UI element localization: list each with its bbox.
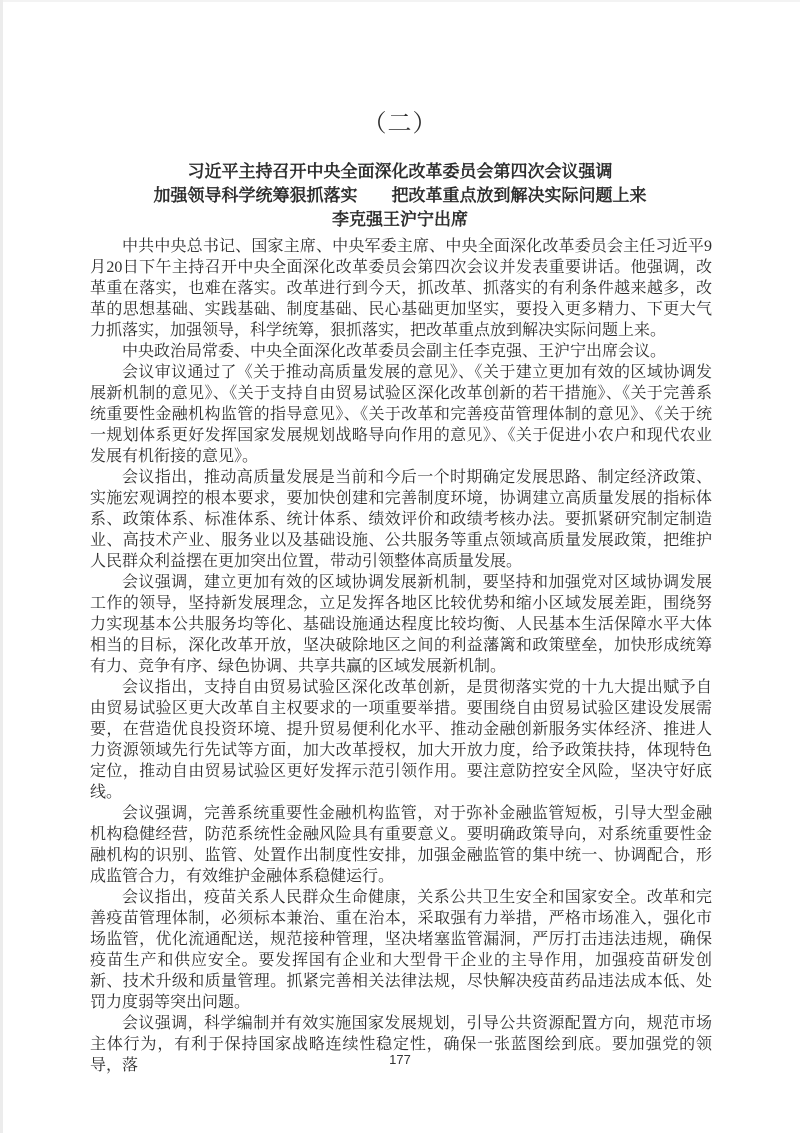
title-line-1: 习近平主持召开中央全面深化改革委员会第四次会议强调 [187, 162, 613, 181]
paragraph-2: 中央政治局常委、中央全面深化改革委员会副主任李克强、王沪宁出席会议。 [122, 343, 667, 360]
paragraph-1: 中共中央总书记、国家主席、中央军委主席、中央全面深化改革委员会主任习近平9月20日下午主持召开中央全面深化改革委员会第四次会议并发表重要讲话。他强调，改革重在落实，也难在落实。改革进行到今天，抓改革、抓落实的有利条件越来越多，改革的思想基础、实践基础、制度基础、民心基础更加坚实，要投入更多精力、下更大气力抓落实，加强领导，科学统筹，狠抓落实，把改革重点放到解决实际问题上来。 [90, 238, 712, 339]
title-line-2: 加强领导科学统筹狠抓落实 把改革重点放到解决实际问题上来 [153, 186, 647, 205]
paragraph-3: 会议审议通过了《关于推动高质量发展的意见》、《关于建立更加有效的区域协调发展新机制的意见》、《关于支持自由贸易试验区深化改革创新的若干措施》、《关于完善系统重要性金融机构监管的指导意见》、《关于改革和完善疫苗管理体制的意见》、《关于统一规划体系更好发挥国家发展规划战略导向作用的意见》、《关于促进小农户和现代农业发展有机衔接的意见》。 [90, 364, 712, 465]
title-line-3: 李克强王沪宁出席 [332, 210, 468, 229]
paragraph-7: 会议强调，完善系统重要性金融机构监管，对于弥补金融监管短板，引导大型金融机构稳健经营，防范系统性金融风险具有重要意义。要明确政策导向，对系统重要性金融机构的识别、监管、处置作出制度性安排，加强金融监管的集中统一、协调配合，形成监管合力，有效维护金融体系稳健运行。 [90, 805, 712, 885]
paragraph-6: 会议指出，支持自由贸易试验区深化改革创新，是贯彻落实党的十九大提出赋予自由贸易试验区更大改革自主权要求的一项重要举措。要围绕自由贸易试验区建设发展需要，在营造优良投资环境、提升贸易便利化水平、推动金融创新服务实体经济、推进人力资源领域先行先试等方面，加大改革授权，加大开放力度，给予政策扶持，体现特色定位，推动自由贸易试验区更好发挥示范引领作用。要注意防控安全风险，坚决守好底线。 [90, 679, 712, 801]
section-heading: （二） [362, 111, 438, 137]
paragraph-9: 会议强调，科学编制并有效实施国家发展规划，引导公共资源配置方向，规范市场主体行为，有利于保持国家战略连续性稳定性，确保一张蓝图绘到底。要加强党的领导，落 [90, 1015, 712, 1074]
paragraph-4: 会议指出，推动高质量发展是当前和今后一个时期确定发展思路、制定经济政策、实施宏观调控的根本要求，要加快创建和完善制度环境，协调建立高质量发展的指标体系、政策体系、标准体系、统计体系、绩效评价和政绩考核办法。要抓紧研究制定制造业、高技术产业、服务业以及基础设施、公共服务等重点领域高质量发展政策，把维护人民群众利益摆在更加突出位置，带动引领整体高质量发展。 [90, 469, 712, 570]
paragraph-8: 会议指出，疫苗关系人民群众生命健康，关系公共卫生安全和国家安全。改革和完善疫苗管理体制，必须标本兼治、重在治本，采取强有力举措，严格市场准入，强化市场监管，优化流通配送，规范接种管理，坚决堵塞监管漏洞，严厉打击违法违规，确保疫苗生产和供应安全。要发挥国有企业和大型骨干企业的主导作用，加强疫苗研发创新、技术升级和质量管理。抓紧完善相关法律法规，尽快解决疫苗药品违法成本低、处罚力度弱等突出问题。 [90, 889, 712, 1011]
page-number: 177 [389, 1052, 411, 1067]
document-body [90, 236, 712, 1076]
document-title [0, 160, 800, 232]
paragraph-5: 会议强调，建立更加有效的区域协调发展新机制，要坚持和加强党对区域协调发展工作的领导，坚持新发展理念，立足发挥各地区比较优势和缩小区域发展差距，围绕努力实现基本公共服务均等化、基础设施通达程度比较均衡、人民基本生活保障水平大体相当的目标，深化改革开放，坚决破除地区之间的利益藩篱和政策壁垒，加快形成统筹有力、竞争有序、绿色协调、共享共赢的区域发展新机制。 [90, 574, 712, 675]
